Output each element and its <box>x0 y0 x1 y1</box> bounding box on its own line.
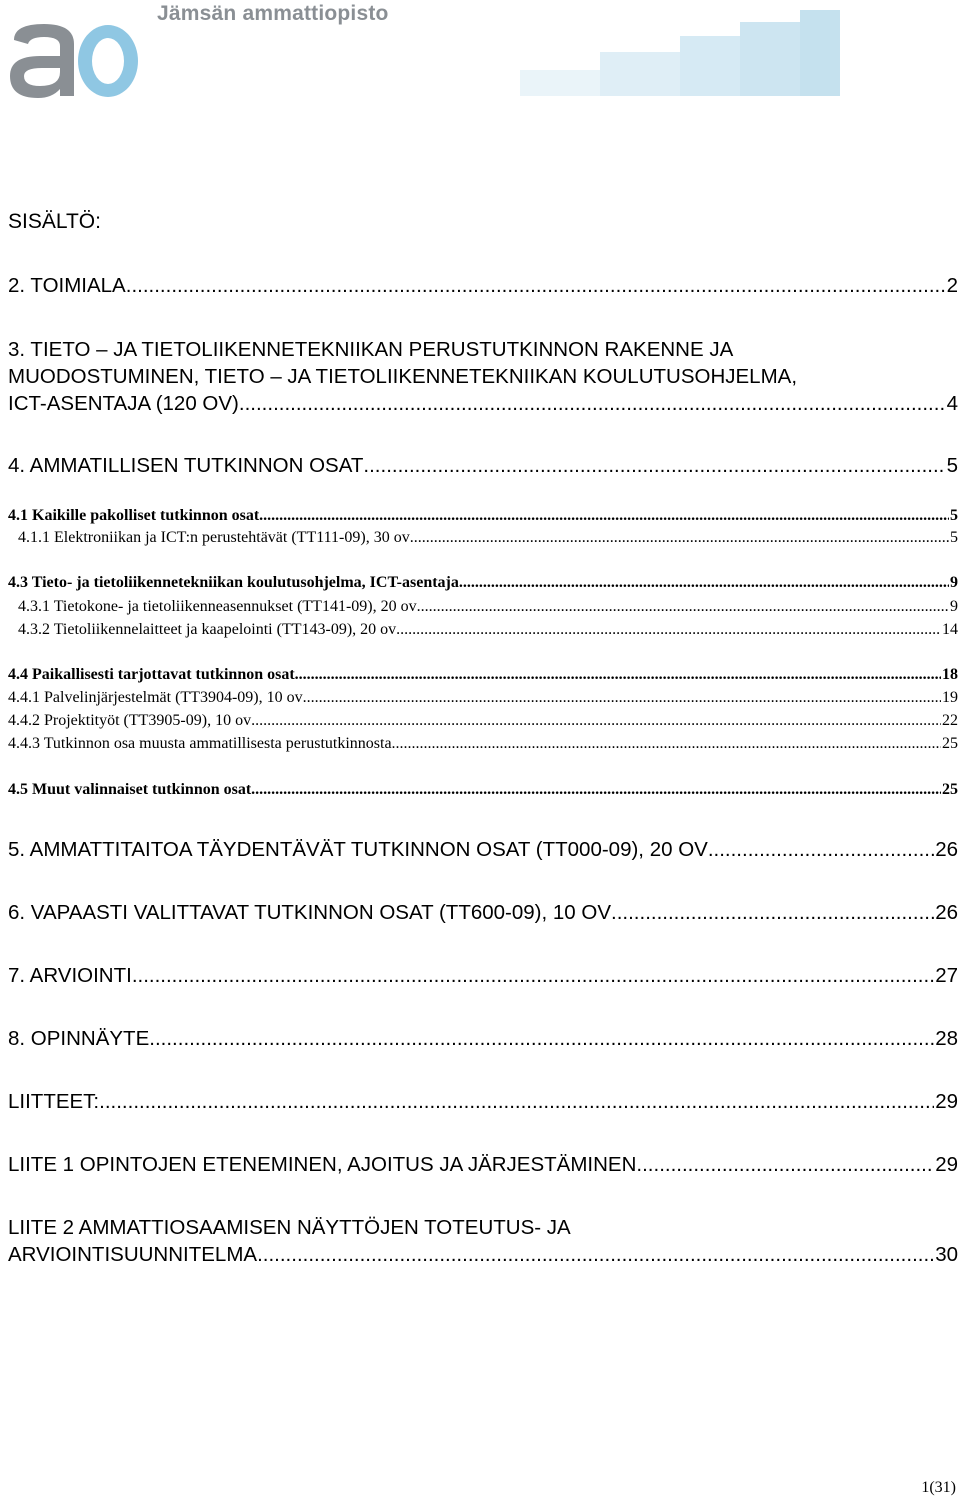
toc-entry-title: 4.3.2 Tietoliikennelaitteet ja kaapelointi (TT143-09), 20 ov <box>18 621 397 638</box>
logo-graphic <box>0 0 960 110</box>
toc-entry-4-4-3[interactable] <box>8 735 958 753</box>
toc-entry-title: LIITE 1 OPINTOJEN ETENEMINEN, AJOITUS JA JÄRJESTÄMINEN <box>8 1153 637 1176</box>
toc-entry-page: 25 <box>942 735 958 752</box>
toc-entry-page: 25 <box>942 781 958 798</box>
toc-entry-rakenne[interactable] <box>8 336 958 417</box>
toc-entry-title: 4. AMMATILLISEN TUTKINNON OSAT <box>8 454 364 477</box>
toc-entry-page: 19 <box>942 689 958 706</box>
toc-entry-title: 4.4.1 Palvelinjärjestelmät (TT3904-09), 10 ov <box>8 689 303 706</box>
toc-entry-4-3[interactable] <box>8 574 958 592</box>
toc-entry-title-line: 3. TIETO – JA TIETOLIIKENNETEKNIIKAN PERUSTUTKINNON RAKENNE JA <box>8 338 734 361</box>
toc-entry-title: ICT-ASENTAJA (120 OV) <box>8 392 239 415</box>
toc-entry-title: 7. ARVIOINTI <box>8 964 132 987</box>
toc-entry-page: 18 <box>942 666 958 683</box>
toc-entry-page: 5 <box>950 507 958 524</box>
toc-entry-4-1[interactable] <box>8 507 958 525</box>
logo-a-letter <box>10 24 74 98</box>
toc-entry-page: 30 <box>935 1243 958 1266</box>
toc-entry-6[interactable] <box>8 901 958 925</box>
toc-entry-title: 4.4.3 Tutkinnon osa muusta ammatillisesta perustutkinnosta <box>8 735 392 752</box>
toc-entry-page: 9 <box>950 574 958 591</box>
toc-entry-title: 4.1 Kaikille pakolliset tutkinnon osat <box>8 507 260 524</box>
toc-entry-title: 2. TOIMIALA <box>8 274 126 297</box>
toc-entry-4-1-1[interactable] <box>18 529 958 547</box>
toc-entry-4-4-2[interactable] <box>8 712 958 730</box>
toc-entry-liitteet[interactable] <box>8 1090 958 1114</box>
toc-entry-title: 4.5 Muut valinnaiset tutkinnon osat <box>8 781 252 798</box>
toc-entry-title: 4.3 Tieto- ja tietoliikennetekniikan koulutusohjelma, ICT-asentaja <box>8 574 459 591</box>
toc-entry-4-4-1[interactable] <box>8 689 958 707</box>
toc-entry-page: 5 <box>946 454 958 477</box>
toc-entry-page: 9 <box>950 598 958 615</box>
toc-entry-title: 4.3.1 Tietokone- ja tietoliikenneasennukset (TT141-09), 20 ov <box>18 598 417 615</box>
toc-entry-page: 29 <box>935 1153 958 1176</box>
toc-entry-liite-2[interactable] <box>8 1214 958 1268</box>
toc-entry-toimiala[interactable] <box>8 274 958 298</box>
toc-entry-page: 29 <box>935 1090 958 1113</box>
toc-entry-page: 26 <box>935 901 958 924</box>
decorative-stairs <box>520 10 840 96</box>
toc-entry-page: 2 <box>946 274 958 297</box>
toc-entry-page: 22 <box>942 712 958 729</box>
toc-entry-page: 4 <box>946 392 958 415</box>
toc-entry-page: 28 <box>935 1027 958 1050</box>
toc-entry-title: ARVIOINTISUUNNITELMA <box>8 1243 258 1266</box>
toc-entry-title: 6. VAPAASTI VALITTAVAT TUTKINNON OSAT (TT600-09), 10 OV <box>8 901 612 924</box>
toc-entry-7[interactable] <box>8 964 958 988</box>
toc-entry-title-line: LIITE 2 AMMATTIOSAAMISEN NÄYTTÖJEN TOTEUTUS- JA <box>8 1216 571 1239</box>
toc-entry-title: 4.4 Paikallisesti tarjottavat tutkinnon osat <box>8 666 295 683</box>
toc-entry-5[interactable] <box>8 838 958 862</box>
toc-entry-title-line: MUODOSTUMINEN, TIETO – JA TIETOLIIKENNETEKNIIKAN KOULUTUSOHJELMA, <box>8 365 798 388</box>
toc-entry-page: 26 <box>935 838 958 861</box>
page-header <box>0 0 960 110</box>
toc-entry-4-3-2[interactable] <box>18 621 958 639</box>
page-number: 1(31) <box>921 1479 956 1496</box>
toc-entry-liite-1[interactable] <box>8 1153 958 1177</box>
toc-entry-title: 5. AMMATTITAITOA TÄYDENTÄVÄT TUTKINNON OSAT (TT000-09), 20 OV <box>8 838 708 861</box>
toc-entry-page: 14 <box>942 621 958 638</box>
toc-heading: SISÄLTÖ: <box>8 210 101 233</box>
logo-o-letter <box>78 25 138 97</box>
toc-entry-title: 4.4.2 Projektityöt (TT3905-09), 10 ov <box>8 712 252 729</box>
toc-entry-ammatillisen[interactable] <box>8 454 958 478</box>
toc-entry-4-4[interactable] <box>8 666 958 684</box>
toc-entry-page: 27 <box>935 964 958 987</box>
organization-name: Jämsän ammattiopisto <box>157 2 389 25</box>
toc-entry-page: 5 <box>950 529 958 546</box>
toc-entry-title: LIITTEET: <box>8 1090 100 1113</box>
toc-entry-8[interactable] <box>8 1027 958 1051</box>
toc-entry-4-3-1[interactable] <box>18 598 958 616</box>
toc-entry-title: 4.1.1 Elektroniikan ja ICT:n perustehtävät (TT111-09), 30 ov <box>18 529 410 546</box>
toc-entry-4-5[interactable] <box>8 781 958 799</box>
toc-entry-title: 8. OPINNÄYTE <box>8 1027 150 1050</box>
